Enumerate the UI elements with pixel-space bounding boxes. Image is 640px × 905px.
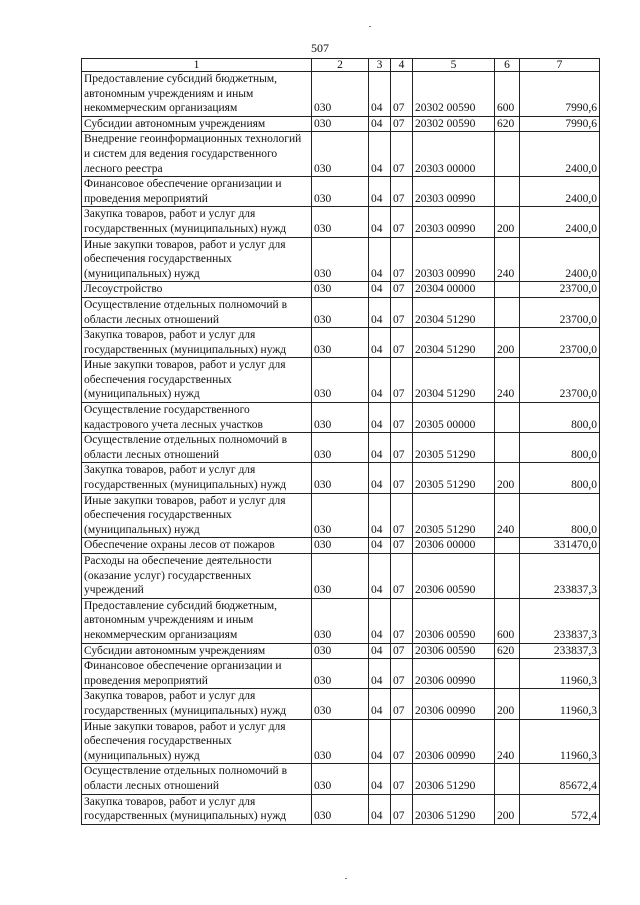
scan-speck: [369, 26, 371, 27]
row-code: 07: [391, 403, 413, 433]
row-code: 200: [495, 794, 520, 824]
row-amount: 7990,6: [520, 72, 600, 117]
row-description: Осуществление государственного кадастрового учета лесных участков: [82, 403, 312, 433]
row-code: 030: [312, 643, 369, 659]
row-description: Закупка товаров, работ и услуг для государственных (муниципальных) нужд: [82, 328, 312, 358]
row-code: 030: [312, 764, 369, 794]
row-amount: 23700,0: [520, 328, 600, 358]
row-code: 20305 51290: [413, 463, 495, 493]
table-row: [82, 177, 600, 207]
row-amount: 800,0: [520, 403, 600, 433]
table-row: [82, 132, 600, 177]
row-code: 04: [369, 297, 391, 327]
row-code: 20306 00990: [413, 719, 495, 764]
row-code: 20304 51290: [413, 297, 495, 327]
row-code: 600: [495, 598, 520, 643]
row-code: 07: [391, 72, 413, 117]
row-description: Иные закупки товаров, работ и услуг для обеспечения государственных (муниципальных) нужд: [82, 719, 312, 764]
row-code: 600: [495, 72, 520, 117]
row-description: Осуществление отдельных полномочий в области лесных отношений: [82, 297, 312, 327]
row-code: 07: [391, 433, 413, 463]
row-code: 07: [391, 132, 413, 177]
table-row: [82, 297, 600, 327]
column-header: 4: [391, 59, 413, 72]
row-code: 04: [369, 719, 391, 764]
row-code: 030: [312, 358, 369, 403]
column-header: 7: [520, 59, 600, 72]
table-row: [82, 72, 600, 117]
row-code: 04: [369, 403, 391, 433]
row-amount: 233837,3: [520, 598, 600, 643]
row-amount: 800,0: [520, 463, 600, 493]
row-code: 07: [391, 493, 413, 538]
row-code: 030: [312, 237, 369, 282]
row-code: [495, 764, 520, 794]
row-code: 20306 00590: [413, 554, 495, 599]
row-amount: 23700,0: [520, 297, 600, 327]
row-code: 20305 00000: [413, 403, 495, 433]
column-header: 5: [413, 59, 495, 72]
row-code: 030: [312, 177, 369, 207]
row-description: Субсидии автономным учреждениям: [82, 116, 312, 132]
row-amount: 800,0: [520, 433, 600, 463]
row-description: Финансовое обеспечение организации и проведения мероприятий: [82, 177, 312, 207]
row-code: 04: [369, 493, 391, 538]
row-code: 07: [391, 328, 413, 358]
row-code: 200: [495, 328, 520, 358]
row-description: Закупка товаров, работ и услуг для государственных (муниципальных) нужд: [82, 794, 312, 824]
row-code: 04: [369, 538, 391, 554]
table-row: [82, 598, 600, 643]
row-code: 07: [391, 554, 413, 599]
row-code: 200: [495, 689, 520, 719]
row-code: 030: [312, 132, 369, 177]
row-code: 20302 00590: [413, 72, 495, 117]
row-code: 20303 00990: [413, 207, 495, 237]
table-row: [82, 403, 600, 433]
table-row: [82, 794, 600, 824]
row-code: 04: [369, 764, 391, 794]
row-amount: 11960,3: [520, 689, 600, 719]
row-code: 04: [369, 794, 391, 824]
row-code: 20306 00990: [413, 659, 495, 689]
table-row: [82, 282, 600, 298]
column-header: 1: [82, 59, 312, 72]
table-row: [82, 643, 600, 659]
row-code: 200: [495, 463, 520, 493]
row-code: 030: [312, 554, 369, 599]
row-code: 04: [369, 463, 391, 493]
row-amount: 23700,0: [520, 282, 600, 298]
row-code: 20306 51290: [413, 794, 495, 824]
row-code: 04: [369, 659, 391, 689]
row-code: 20303 00000: [413, 132, 495, 177]
row-description: Расходы на обеспечение деятельности (оказание услуг) государственных учреждений: [82, 554, 312, 599]
table-row: [82, 538, 600, 554]
row-code: 200: [495, 207, 520, 237]
row-code: [495, 538, 520, 554]
row-amount: 11960,3: [520, 719, 600, 764]
row-code: 030: [312, 689, 369, 719]
row-code: 030: [312, 659, 369, 689]
table-row: [82, 463, 600, 493]
row-description: Внедрение геоинформационных технологий и систем для ведения государственного лесного реестра: [82, 132, 312, 177]
table-row: [82, 433, 600, 463]
row-code: 04: [369, 358, 391, 403]
row-code: 030: [312, 282, 369, 298]
scan-speck: [345, 878, 347, 879]
row-amount: 233837,3: [520, 554, 600, 599]
table-row: [82, 358, 600, 403]
row-description: Предоставление субсидий бюджетным, автономным учреждениям и иным некоммерческим организациям: [82, 72, 312, 117]
row-code: 04: [369, 72, 391, 117]
column-header: 6: [495, 59, 520, 72]
row-code: 030: [312, 116, 369, 132]
row-code: 030: [312, 207, 369, 237]
row-code: [495, 297, 520, 327]
row-code: [495, 177, 520, 207]
row-code: 04: [369, 237, 391, 282]
row-code: 20304 51290: [413, 328, 495, 358]
row-code: 240: [495, 358, 520, 403]
row-code: 240: [495, 237, 520, 282]
row-code: [495, 282, 520, 298]
row-code: 030: [312, 433, 369, 463]
row-code: [495, 433, 520, 463]
row-description: Осуществление отдельных полномочий в области лесных отношений: [82, 764, 312, 794]
row-description: Лесоустройство: [82, 282, 312, 298]
page-number: 507: [311, 41, 329, 55]
row-code: 030: [312, 403, 369, 433]
row-code: 030: [312, 598, 369, 643]
row-amount: 2400,0: [520, 132, 600, 177]
row-code: 20306 00990: [413, 689, 495, 719]
row-code: 620: [495, 116, 520, 132]
row-code: 030: [312, 719, 369, 764]
row-code: 07: [391, 689, 413, 719]
row-code: 07: [391, 794, 413, 824]
table-row: [82, 207, 600, 237]
row-code: 07: [391, 538, 413, 554]
row-code: 030: [312, 297, 369, 327]
row-amount: 800,0: [520, 493, 600, 538]
row-amount: 2400,0: [520, 237, 600, 282]
table-row: [82, 764, 600, 794]
row-code: 030: [312, 493, 369, 538]
row-code: 07: [391, 598, 413, 643]
row-code: 20306 00000: [413, 538, 495, 554]
table-row: [82, 659, 600, 689]
row-code: 20306 00590: [413, 643, 495, 659]
row-description: Закупка товаров, работ и услуг для государственных (муниципальных) нужд: [82, 689, 312, 719]
row-code: 07: [391, 177, 413, 207]
header-row: [82, 59, 600, 72]
row-code: 04: [369, 433, 391, 463]
row-code: 240: [495, 719, 520, 764]
row-code: 07: [391, 463, 413, 493]
row-code: 04: [369, 689, 391, 719]
row-code: 030: [312, 538, 369, 554]
table-row: [82, 116, 600, 132]
row-code: 04: [369, 116, 391, 132]
row-code: 04: [369, 282, 391, 298]
row-code: 20304 00000: [413, 282, 495, 298]
row-description: Закупка товаров, работ и услуг для государственных (муниципальных) нужд: [82, 463, 312, 493]
row-code: 04: [369, 207, 391, 237]
column-header: 3: [369, 59, 391, 72]
budget-table: [81, 58, 600, 825]
row-code: [495, 132, 520, 177]
row-code: 04: [369, 598, 391, 643]
row-code: 07: [391, 764, 413, 794]
row-code: 04: [369, 328, 391, 358]
table-row: [82, 493, 600, 538]
row-description: Предоставление субсидий бюджетным, автономным учреждениям и иным некоммерческим организациям: [82, 598, 312, 643]
row-code: 20306 51290: [413, 764, 495, 794]
row-code: 030: [312, 794, 369, 824]
row-code: 04: [369, 554, 391, 599]
row-code: 20302 00590: [413, 116, 495, 132]
row-code: 04: [369, 132, 391, 177]
row-code: 030: [312, 463, 369, 493]
row-amount: 233837,3: [520, 643, 600, 659]
row-code: 20304 51290: [413, 358, 495, 403]
row-code: 04: [369, 643, 391, 659]
row-code: 20305 51290: [413, 493, 495, 538]
row-code: [495, 554, 520, 599]
row-description: Субсидии автономным учреждениям: [82, 643, 312, 659]
row-code: [495, 403, 520, 433]
row-code: [495, 659, 520, 689]
row-code: 07: [391, 237, 413, 282]
row-description: Осуществление отдельных полномочий в области лесных отношений: [82, 433, 312, 463]
row-code: 240: [495, 493, 520, 538]
row-code: 07: [391, 643, 413, 659]
row-amount: 85672,4: [520, 764, 600, 794]
row-description: Обеспечение охраны лесов от пожаров: [82, 538, 312, 554]
row-code: 07: [391, 116, 413, 132]
table-row: [82, 689, 600, 719]
table-row: [82, 237, 600, 282]
row-amount: 7990,6: [520, 116, 600, 132]
row-amount: 11960,3: [520, 659, 600, 689]
row-code: 07: [391, 358, 413, 403]
row-code: 07: [391, 282, 413, 298]
row-code: 07: [391, 719, 413, 764]
row-description: Финансовое обеспечение организации и проведения мероприятий: [82, 659, 312, 689]
row-description: Иные закупки товаров, работ и услуг для обеспечения государственных (муниципальных) нужд: [82, 358, 312, 403]
row-code: 07: [391, 659, 413, 689]
row-amount: 2400,0: [520, 207, 600, 237]
row-code: 20306 00590: [413, 598, 495, 643]
row-description: Иные закупки товаров, работ и услуг для обеспечения государственных (муниципальных) нужд: [82, 237, 312, 282]
row-code: 07: [391, 297, 413, 327]
row-amount: 331470,0: [520, 538, 600, 554]
row-amount: 572,4: [520, 794, 600, 824]
table-row: [82, 554, 600, 599]
table-row: [82, 328, 600, 358]
row-code: 030: [312, 328, 369, 358]
row-code: 620: [495, 643, 520, 659]
row-code: 04: [369, 177, 391, 207]
column-header: 2: [312, 59, 369, 72]
row-code: 20303 00990: [413, 237, 495, 282]
row-code: 20305 51290: [413, 433, 495, 463]
row-code: 030: [312, 72, 369, 117]
row-description: Закупка товаров, работ и услуг для государственных (муниципальных) нужд: [82, 207, 312, 237]
row-code: 20303 00990: [413, 177, 495, 207]
row-code: 07: [391, 207, 413, 237]
table-row: [82, 719, 600, 764]
row-description: Иные закупки товаров, работ и услуг для обеспечения государственных (муниципальных) нужд: [82, 493, 312, 538]
row-amount: 2400,0: [520, 177, 600, 207]
row-amount: 23700,0: [520, 358, 600, 403]
